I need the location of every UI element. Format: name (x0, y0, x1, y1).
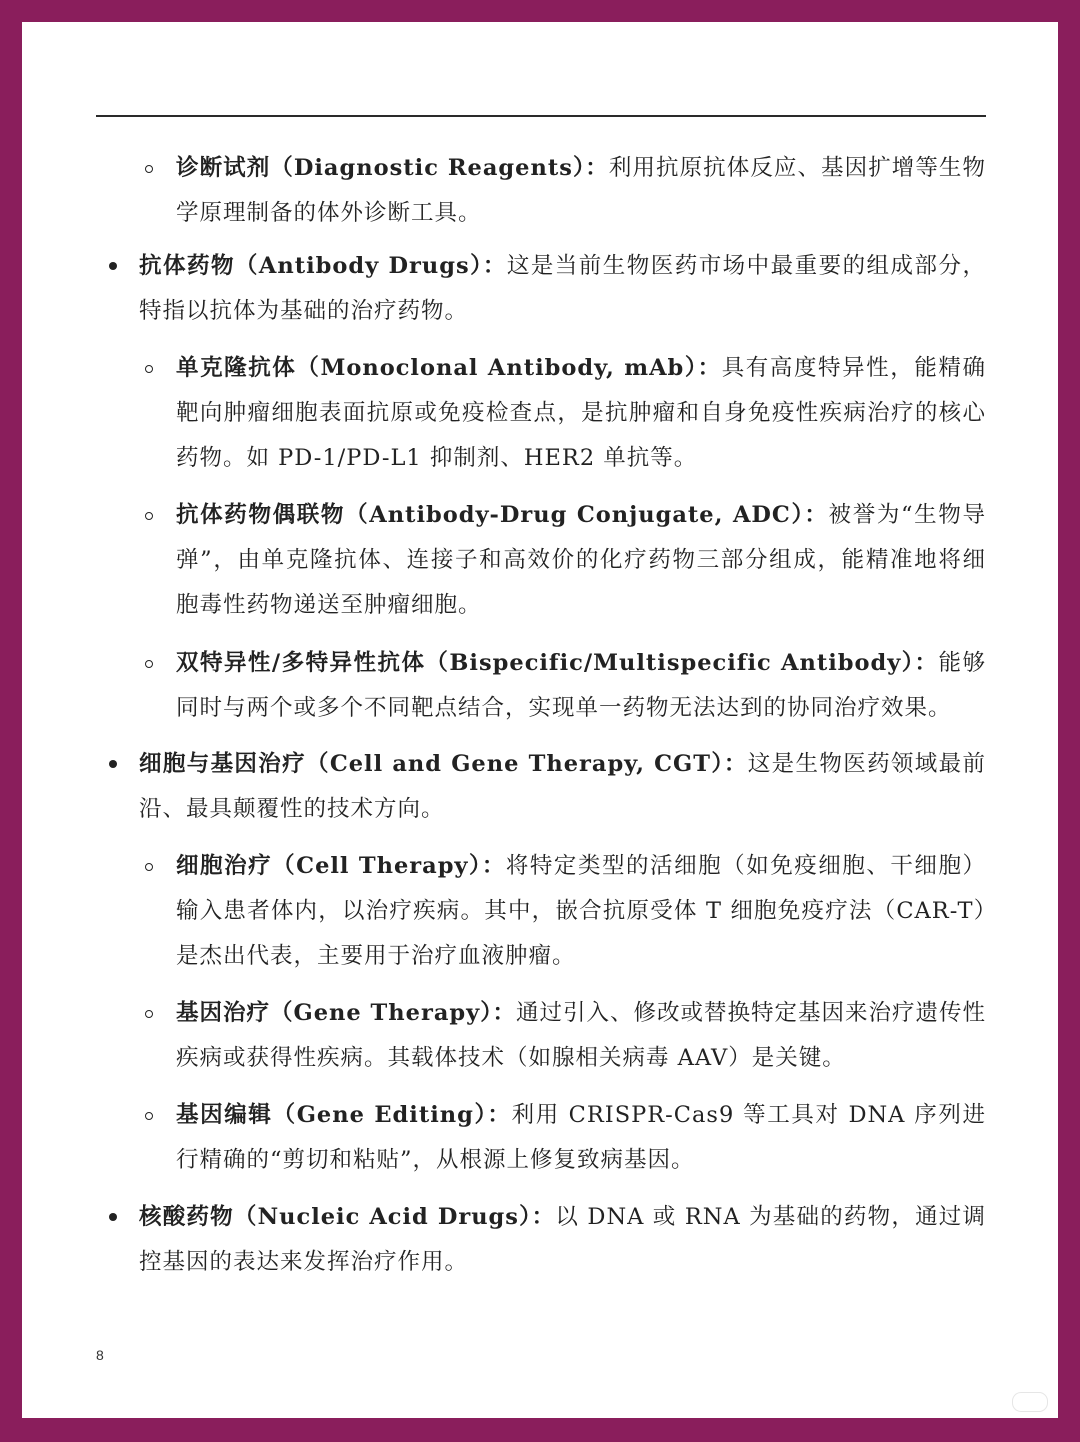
watermark-logo (1012, 1392, 1048, 1412)
item-term: 单克隆抗体（Monoclonal Antibody, mAb）： (176, 355, 722, 381)
item-text: 具有高度特异性，能精确靶向肿瘤细胞表面抗原或免疫检查点，是抗肿瘤和自身免疫性疾病治疗的核心药物。如 PD-1/PD-L1 抑制剂、HER2 单抗等。 (176, 355, 986, 471)
list-item-gene-editing (176, 1093, 986, 1183)
list-item-nucleic-acid-drugs (139, 1195, 986, 1285)
list-item-monoclonal-antibody (176, 346, 986, 481)
item-text: 将特定类型的活细胞（如免疫细胞、干细胞）输入患者体内，以治疗疾病。其中，嵌合抗原受体 T 细胞免疫疗法（CAR-T）是杰出代表，主要用于治疗血液肿瘤。 (176, 853, 986, 969)
hollow-bullet-icon (145, 165, 153, 173)
item-text: 利用 CRISPR-Cas9 等工具对 DNA 序列进行精确的“剪切和粘贴”，从根源上修复致病基因。 (176, 1102, 987, 1173)
item-text: 这是当前生物医药市场中最重要的组成部分，特指以抗体为基础的治疗药物。 (139, 253, 986, 324)
item-term: 细胞治疗（Cell Therapy）： (176, 853, 506, 879)
hollow-bullet-icon (145, 365, 153, 373)
item-term: 诊断试剂（Diagnostic Reagents）： (176, 155, 609, 181)
hollow-bullet-icon (145, 863, 153, 871)
bullet-icon (109, 760, 117, 768)
item-term: 抗体药物（Antibody Drugs）： (139, 253, 507, 279)
item-term: 核酸药物（Nucleic Acid Drugs）： (139, 1204, 556, 1230)
document-page (22, 22, 1058, 1418)
hollow-bullet-icon (145, 1112, 153, 1120)
list-item-cgt (139, 742, 986, 832)
item-text: 这是生物医药领域最前沿、最具颠覆性的技术方向。 (139, 751, 986, 822)
page-number: 8 (96, 1347, 104, 1363)
bullet-icon (109, 1213, 117, 1221)
list-item-cell-therapy (176, 844, 986, 979)
item-term: 抗体药物偶联物（Antibody-Drug Conjugate, ADC）： (176, 502, 829, 528)
list-item-bispecific-antibody (176, 641, 986, 731)
item-text: 以 DNA 或 RNA 为基础的药物，通过调控基因的表达来发挥治疗作用。 (139, 1204, 986, 1275)
item-text: 能够同时与两个或多个不同靶点结合，实现单一药物无法达到的协同治疗效果。 (176, 650, 986, 721)
list-item-diagnostic-reagents (176, 146, 986, 236)
item-term: 基因编辑（Gene Editing）： (176, 1102, 512, 1128)
hollow-bullet-icon (145, 512, 153, 520)
item-text: 利用抗原抗体反应、基因扩增等生物学原理制备的体外诊断工具。 (176, 155, 986, 226)
list-item-adc (176, 493, 986, 628)
item-text: 通过引入、修改或替换特定基因来治疗遗传性疾病或获得性疾病。其载体技术（如腺相关病毒 AAV）是关键。 (176, 1000, 986, 1071)
item-term: 双特异性/多特异性抗体（Bispecific/Multispecific Antibody）： (176, 650, 939, 676)
bullet-icon (109, 262, 117, 270)
item-term: 细胞与基因治疗（Cell and Gene Therapy, CGT）： (139, 751, 748, 777)
header-rule (96, 115, 986, 117)
item-term: 基因治疗（Gene Therapy）： (176, 1000, 516, 1026)
list-item-antibody-drugs (139, 244, 986, 334)
item-text: 被誉为“生物导弹”，由单克隆抗体、连接子和高效价的化疗药物三部分组成，能精准地将细胞毒性药物递送至肿瘤细胞。 (176, 502, 986, 618)
hollow-bullet-icon (145, 1010, 153, 1018)
list-item-gene-therapy (176, 991, 986, 1081)
hollow-bullet-icon (145, 660, 153, 668)
